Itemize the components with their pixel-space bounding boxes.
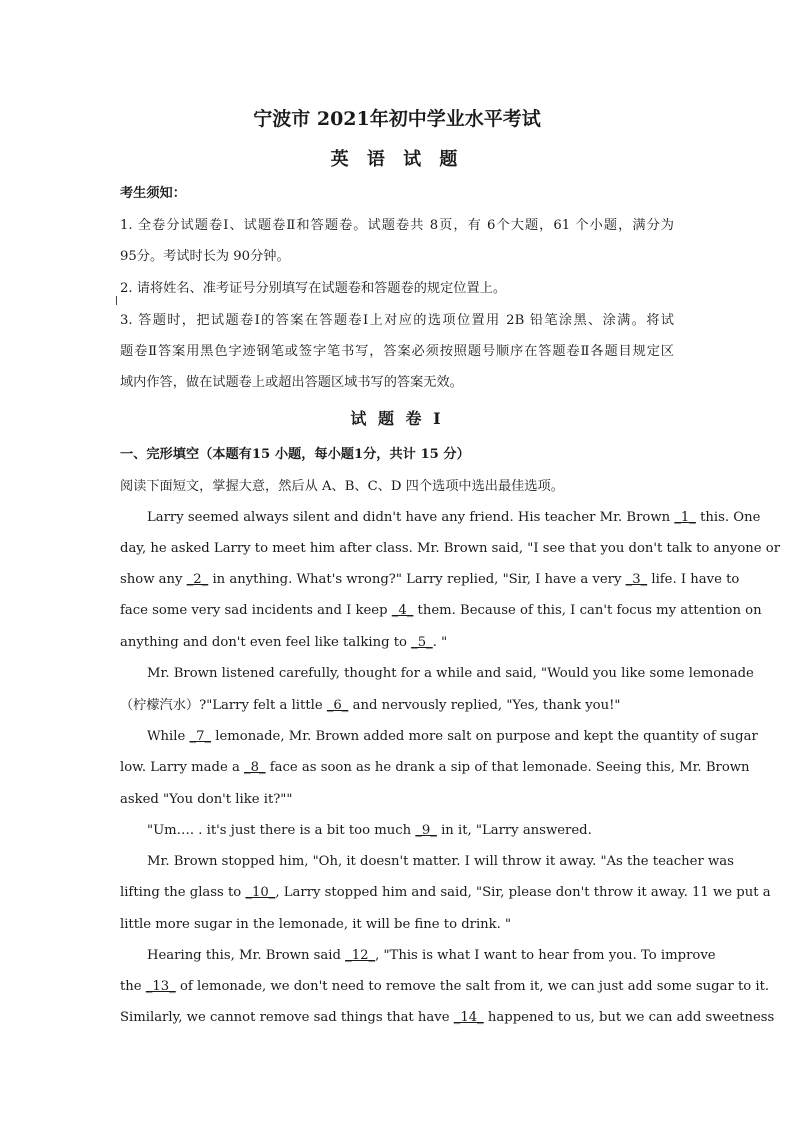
passage-text: little more sugar in the lemonade, it will be fine to drink. " (120, 917, 512, 932)
part-heading: 一、完形填空（本题有15 小题，每小题1分，共计 15 分） (120, 447, 470, 462)
cloze-blank: _14_ (453, 1010, 484, 1025)
passage-line (120, 634, 447, 652)
section-title: 试 题 卷 I (350, 409, 444, 428)
cloze-blank: _2_ (186, 572, 209, 587)
cloze-blank: _6_ (326, 698, 349, 713)
passage-text: Larry seemed always silent and didn't have any friend. His teacher Mr. Brown (147, 510, 675, 525)
passage-text: and nervously replied, "Yes, thank you!" (348, 698, 621, 713)
passage-text: face as soon as he drank a sip of that lemonade. Seeing this, Mr. Brown (265, 760, 750, 775)
passage-text: Mr. Brown stopped him, "Oh, it doesn't matter. I will throw it away. "As the teacher was (147, 854, 734, 869)
cloze-blank: _4_ (391, 603, 414, 618)
cloze-blank: _5_ (411, 635, 433, 650)
passage-text: show any (120, 572, 187, 587)
cloze-blank: _10_ (245, 885, 276, 900)
passage-text: Mr. Brown listened carefully, thought for a while and said, "Would you like some lemonade (147, 666, 754, 681)
passage-line (120, 571, 740, 589)
notice-line: 3. 答题时，把试题卷Ⅰ的答案在答题卷Ⅰ上对应的选项位置用 2B 铅笔涂黑、涂满。将试 (120, 313, 674, 328)
passage-text: （柠檬汽水）?"Larry felt a little (120, 698, 327, 713)
notice-heading: 考生须知： (120, 186, 186, 201)
passage-line (147, 947, 716, 965)
passage-line (120, 759, 750, 777)
passage-line (147, 853, 734, 871)
passage-text: anything and don't even feel like talking to (120, 635, 412, 650)
passage-line (120, 916, 511, 934)
passage-text: happened to us, but we can add sweetness (483, 1010, 775, 1025)
part-instruction: 阅读下面短文，掌握大意，然后从 A、B、C、D 四个选项中选出最佳选项。 (120, 479, 564, 494)
passage-line (120, 697, 620, 715)
cloze-blank: _1_ (674, 510, 696, 525)
passage-text: low. Larry made a (120, 760, 244, 775)
passage-line (120, 1009, 775, 1027)
passage-text: asked "You don't like it?"" (120, 792, 293, 807)
passage-line (120, 602, 762, 620)
passage-line (120, 978, 770, 996)
notice-line: 2. 请将姓名、准考证号分别填写在试题卷和答题卷的规定位置上。 (120, 281, 507, 296)
passage-text: . " (432, 635, 448, 650)
passage-text: life. I have to (647, 572, 740, 587)
margin-mark (116, 296, 117, 305)
passage-text: , "This is what I want to hear from you. To improve (375, 948, 716, 963)
passage-text: face some very sad incidents and I keep (120, 603, 392, 618)
passage-text: "Um…. . it's just there is a bit too much (147, 823, 416, 838)
notice-line: 95分。考试时长为 90分钟。 (120, 249, 290, 264)
passage-line (120, 540, 781, 558)
passage-text: Hearing this, Mr. Brown said (147, 948, 346, 963)
passage-line (147, 509, 761, 527)
passage-text: While (147, 729, 190, 744)
passage-text: lifting the glass to (120, 885, 246, 900)
passage-text: in anything. What's wrong?" Larry replied, "Sir, I have a very (208, 572, 626, 587)
cloze-blank: _13_ (145, 979, 176, 994)
exam-subtitle: 英 语 试 题 (330, 149, 464, 170)
passage-text: of lemonade, we don't need to remove the salt from it, we can just add some sugar to it. (175, 979, 770, 994)
passage-text: in it, "Larry answered. (436, 823, 592, 838)
passage-text: day, he asked Larry to meet him after class. Mr. Brown said, "I see that you don't talk to anyone or (120, 541, 781, 556)
cloze-blank: _7_ (189, 729, 212, 744)
passage-text: this. One (695, 510, 761, 525)
passage-line (147, 728, 758, 746)
passage-line (147, 822, 592, 840)
passage-line (147, 665, 754, 683)
passage-text: lemonade, Mr. Brown added more salt on purpose and kept the quantity of sugar (211, 729, 758, 744)
passage-text: , Larry stopped him and said, "Sir, please don't throw it away. 11 we put a (275, 885, 771, 900)
passage-line (120, 884, 771, 902)
exam-title: 宁波市 2021年初中学业水平考试 (253, 108, 541, 130)
notice-line: 域内作答，做在试题卷上或超出答题区域书写的答案无效。 (120, 375, 463, 390)
passage-text: the (120, 979, 146, 994)
passage-text: them. Because of this, I can't focus my attention on (413, 603, 762, 618)
cloze-blank: _3_ (625, 572, 648, 587)
cloze-blank: _8_ (244, 760, 266, 775)
cloze-blank: _9_ (415, 823, 437, 838)
notice-line: 1. 全卷分试题卷Ⅰ、试题卷Ⅱ和答题卷。试题卷共 8页，有 6个大题，61 个小题，满分为 (120, 218, 674, 233)
notice-line: 题卷Ⅱ答案用黑色字迹钢笔或签字笔书写，答案必须按照题号顺序在答题卷Ⅱ各题目规定区 (120, 344, 674, 359)
passage-line (120, 791, 292, 809)
passage-text: Similarly, we cannot remove sad things that have (120, 1010, 454, 1025)
cloze-blank: _12_ (345, 948, 376, 963)
